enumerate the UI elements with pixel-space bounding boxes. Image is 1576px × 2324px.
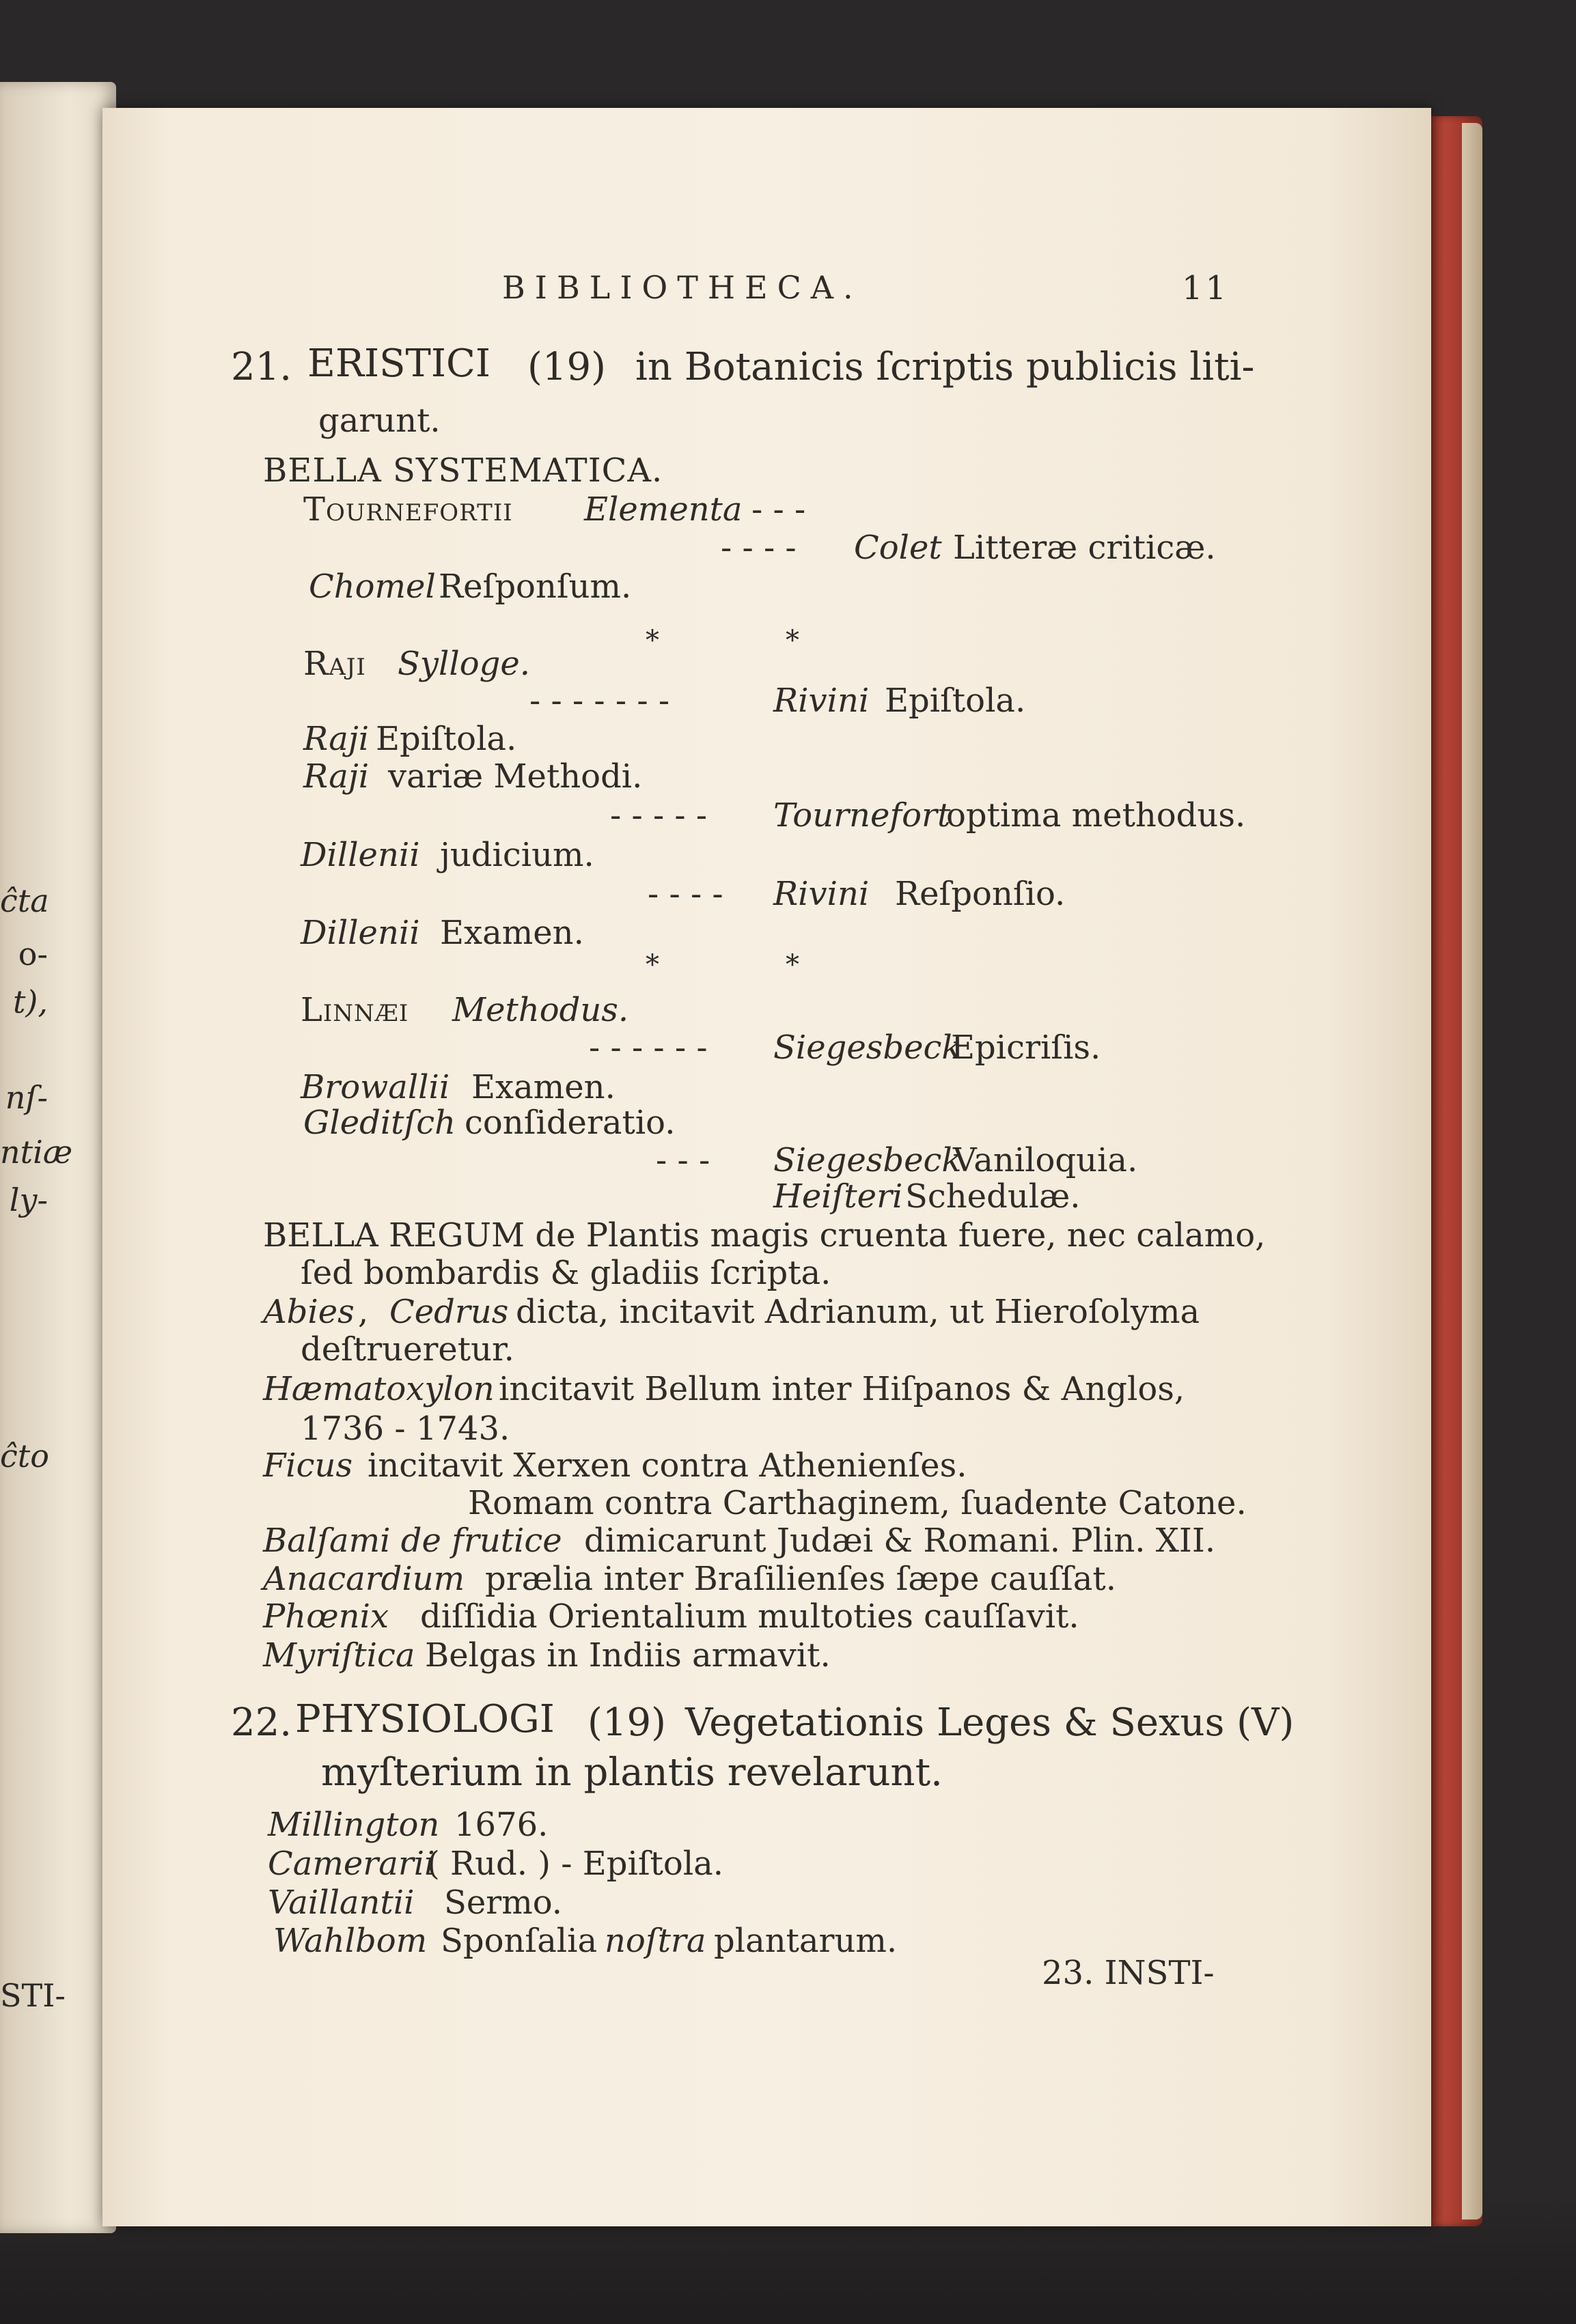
body-text: diſſidia Orientalium multoties cauſſavit. (420, 1597, 1079, 1636)
entry-text: garunt. (318, 402, 441, 440)
left-page-edge (0, 82, 116, 2233)
asterisk: * (786, 949, 799, 981)
entry-ref: (19) (527, 345, 606, 389)
left-fragment: o- (18, 936, 48, 972)
left-fragment: STI- (0, 1977, 66, 2014)
left-fragment: ly- (9, 1181, 48, 1218)
author-name: Colet (854, 529, 942, 567)
section-heading: BELLA SYSTEMATICA. (263, 451, 663, 490)
asterisk: * (786, 625, 799, 656)
page-number: 11 (1182, 269, 1230, 307)
entry-number: 21. (231, 345, 292, 389)
entry-number: 22. (231, 1700, 292, 1745)
author-name: Raji (303, 757, 370, 796)
author-name: Heiſteri (773, 1177, 903, 1216)
author-name: Dillenii (301, 914, 420, 952)
work-title: Elementa (584, 490, 743, 529)
author-name: Vaillantii (268, 1884, 415, 1922)
author-name: Camerarii (268, 1845, 435, 1883)
author-name: Wahlbom (273, 1922, 428, 1960)
left-fragment: ntiæ (0, 1134, 73, 1171)
work-title: judicium. (440, 836, 594, 874)
plant-name: Phœnix (263, 1597, 389, 1636)
running-title: BIBLIOTHECA. (502, 269, 863, 306)
dash-leader: - - - - - (610, 796, 708, 835)
author-name: Linnæi (301, 991, 409, 1029)
dash-leader: - - - (751, 490, 806, 529)
left-fragment: ĉto (0, 1438, 49, 1474)
work-title: Vaniloquia. (953, 1141, 1138, 1179)
body-text: plantarum. (714, 1922, 898, 1960)
body-text: dimicarunt Judæi & Romani. Plin. XII. (584, 1522, 1216, 1560)
work-title: Examen. (440, 914, 584, 952)
entry-title: PHYSIOLOGI (295, 1697, 555, 1741)
body-text: ſed bombardis & gladiis ſcripta. (301, 1254, 831, 1292)
entry-ref: (19) (587, 1700, 666, 1745)
entry-text: myſterium in plantis revelarunt. (321, 1750, 943, 1795)
work-title: Reſponſio. (895, 875, 1066, 913)
plant-name: Myriſtica (263, 1636, 415, 1675)
author-name: Millington (268, 1806, 440, 1844)
work-title: Epiſtola. (885, 682, 1026, 720)
body-text: , (358, 1293, 369, 1331)
work-title: conſideratio. (465, 1104, 676, 1142)
page-edge-paper (1462, 123, 1482, 2220)
entry-text: in Botanicis ſcriptis publicis liti- (635, 345, 1255, 389)
dash-leader: - - - - (721, 529, 797, 567)
author-name: Browallii (301, 1068, 450, 1106)
plant-name: Balſami de frutice (263, 1522, 562, 1560)
dash-leader: - - - (656, 1141, 710, 1179)
dash-leader: - - - - (648, 875, 723, 913)
left-fragment: ĉta (0, 882, 49, 919)
entry-title: ERISTICI (307, 341, 490, 386)
body-text: incitavit Bellum inter Hiſpanos & Anglos, (499, 1370, 1185, 1408)
author-name: Tournefortii (303, 490, 513, 529)
body-text: incitavit Xerxen contra Athenienſes. (368, 1446, 967, 1485)
work-title: variæ Methodi. (388, 757, 643, 796)
author-name: Rivini (773, 682, 870, 720)
author-name: Dillenii (301, 836, 420, 874)
body-text: ( Rud. ) - Epiſtola. (427, 1845, 724, 1883)
author-name: Tournefort (773, 796, 951, 835)
body-text: 1676. (454, 1806, 549, 1844)
body-text: Romam contra Carthaginem, ſuadente Catone. (468, 1484, 1247, 1522)
dash-leader: - - - - - - (589, 1028, 708, 1067)
author-name: Rivini (773, 875, 870, 913)
body-text: Sermo. (444, 1884, 563, 1922)
author-name: Siegesbeck (773, 1141, 962, 1179)
author-name: Raji (303, 720, 370, 758)
work-title: Methodus. (452, 991, 629, 1029)
plant-name: Anacardium (263, 1560, 465, 1598)
body-text-italic: noſtra (605, 1922, 706, 1960)
dash-leader: - - - - - - - (529, 682, 670, 720)
work-title: Sylloge. (398, 645, 530, 683)
plant-name: Hæmatoxylon (263, 1370, 495, 1408)
work-title: Reſponſum. (439, 568, 632, 606)
work-title: Schedulæ. (905, 1177, 1081, 1216)
plant-name: Ficus (263, 1446, 353, 1485)
author-name: Siegesbeck (773, 1028, 962, 1067)
asterisk: * (646, 949, 659, 981)
section-heading: BELLA REGUM de Plantis magis cruenta fuere, nec calamo, (263, 1216, 1266, 1255)
work-title: Epicriſis. (951, 1028, 1101, 1067)
entry-text: Vegetationis Leges & Sexus (V) (685, 1700, 1295, 1745)
author-name: Raji (303, 645, 366, 683)
author-name: Chomel (309, 568, 436, 606)
work-title: Epiſtola. (376, 720, 517, 758)
body-text: deſtrueretur. (301, 1330, 514, 1369)
body-text: prælia inter Braſilienſes ſæpe cauſſat. (485, 1560, 1116, 1598)
asterisk: * (646, 625, 659, 656)
work-title: Litteræ criticæ. (953, 529, 1216, 567)
body-text: dicta, incitavit Adrianum, ut Hieroſolyma (516, 1293, 1200, 1331)
author-name: Gleditſch (303, 1104, 456, 1142)
left-fragment: nſ- (5, 1079, 48, 1116)
catchword: 23. INSTI- (1042, 1954, 1215, 1992)
work-title: Examen. (471, 1068, 616, 1106)
work-title: optima methodus. (946, 796, 1246, 835)
left-fragment: t), (12, 983, 48, 1020)
body-text: Sponſalia (441, 1922, 598, 1960)
plant-name: Cedrus (389, 1293, 509, 1331)
body-text: Belgas in Indiis armavit. (425, 1636, 831, 1675)
plant-name: Abies (263, 1293, 355, 1331)
body-text: 1736 - 1743. (301, 1410, 510, 1448)
